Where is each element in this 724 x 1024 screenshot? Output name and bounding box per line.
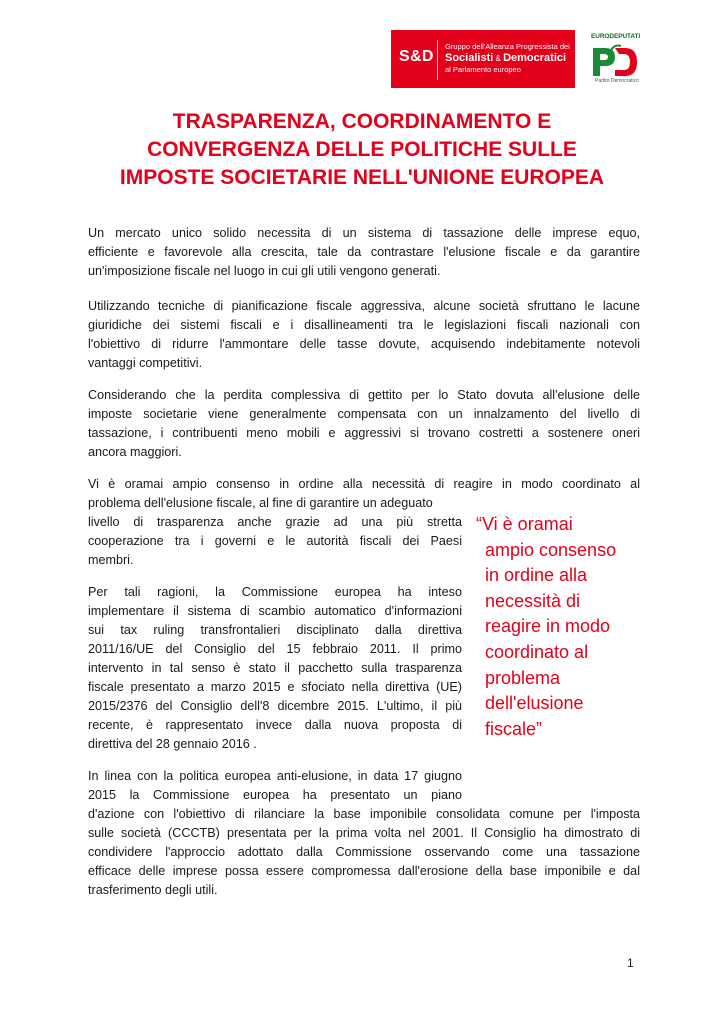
text-line: d'azione con l'obiettivo di rilanciare la base imponibile consolidata comune per l'imposta	[88, 807, 640, 821]
text-line: cooperazione tra i governi e le autorità fiscali dei Paesi	[88, 534, 462, 548]
quote-line: problema	[485, 667, 561, 688]
text-line: ancora maggiori.	[88, 445, 182, 459]
text-line: Utilizzando tecniche di pianificazione fiscale aggressiva, alcune società sfruttano le lacune	[88, 299, 640, 313]
text-line: fiscale presentato a marzo 2015 e sfociato nella direttiva (UE)	[88, 680, 462, 694]
sd-logo-democratici: Democratici	[503, 52, 567, 64]
title-line: CONVERGENZA DELLE POLITICHE SULLE	[147, 138, 577, 161]
page-number: 1	[627, 956, 634, 970]
text-line: Vi è oramai ampio consenso in ordine alla necessità di reagire in modo coordinato al	[88, 477, 640, 491]
text-line: tassazione, i contribuenti meno mobili e aggressivi si trovano costretti a sostenere oneri	[88, 426, 640, 440]
sd-logo-line3: al Parlamento europeo	[445, 65, 521, 74]
text-line: recente, è rappresentato invece dalla nuova proposta di	[88, 718, 462, 732]
pd-logo-top-text: EURODEPUTATI	[591, 33, 641, 40]
paragraph-4-first-line	[88, 475, 640, 494]
text-line: l'obiettivo di ridurre l'ammontare delle tasse dovute, acquisendo indebitamente notevoli	[88, 337, 640, 351]
text-line: trasferimento degli utili.	[88, 883, 218, 897]
text-line: 2015/2376 del Consiglio dell'8 dicembre 2015. L'ultimo, il più	[88, 699, 462, 713]
paragraph-6-opening	[88, 767, 462, 805]
text-line: condividere l'approccio adottato dalla Commissione osservando come una tassazione	[88, 845, 640, 859]
text-line: vantaggi competitivi.	[88, 356, 203, 370]
text-line: direttiva del 28 gennaio 2016 .	[88, 737, 257, 751]
text-line: Per tali ragioni, la Commissione europea ha inteso	[88, 585, 462, 599]
sd-logo-amp: &	[493, 54, 504, 63]
paragraph-1	[88, 224, 640, 281]
title-line: IMPOSTE SOCIETARIE NELL'UNIONE EUROPEA	[119, 166, 605, 189]
sd-logo-divider	[437, 40, 438, 80]
sd-logo-mark: S&D	[399, 48, 434, 65]
text-line: giuridiche dei sistemi fiscali e i disallineamenti tra le legislazioni fiscali nazionali con	[88, 318, 640, 332]
text-line: imposte societarie viene generalmente compensata con un innalzamento del livello di	[88, 407, 640, 421]
sd-group-logo	[391, 30, 575, 88]
text-line: sui tax ruling transfrontalieri disciplinato dalla direttiva	[88, 623, 462, 637]
text-line: intervento in tal senso è stato il pacchetto sulla trasparenza	[88, 661, 462, 675]
text-line: problema dell'elusione fiscale, al fine di garantire un adeguato	[88, 496, 433, 510]
text-line: 2015 la Commissione europea ha presentato un piano	[88, 788, 462, 802]
text-line: Considerando che la perdita complessiva di gettito per lo Stato dovuta all'elusione delle	[88, 388, 640, 402]
paragraph-5	[88, 583, 462, 754]
text-line: sulle società (CCCTB) presentata per la prima volta nel 2001. Il Consiglio ha dimostrato di	[88, 826, 640, 840]
text-line: efficace delle imprese possa essere compromessa dall'erosione della base imponibile e dal	[88, 864, 640, 878]
quote-line: dell'elusione	[485, 693, 584, 714]
text-line: livello di trasparenza anche grazie ad una più stretta	[88, 515, 462, 529]
sd-logo-text	[445, 42, 570, 75]
title-line: TRASPARENZA, COORDINAMENTO E	[172, 110, 552, 133]
text-line: membri.	[88, 553, 134, 567]
pd-logo-icon	[585, 40, 641, 80]
paragraph-6	[88, 805, 640, 900]
quote-line: in ordine alla	[485, 565, 588, 586]
paragraph-3	[88, 386, 640, 462]
quote-line: “Vi è oramai	[476, 514, 573, 534]
text-line: In linea con la politica europea anti-elusione, in data 17 giugno	[88, 769, 462, 783]
pd-logo-bottom-text: Partito Democratico	[595, 78, 639, 84]
paragraph-4	[88, 494, 462, 570]
paragraph-2	[88, 297, 640, 373]
pull-quote	[476, 512, 656, 742]
sd-logo-socialisti: Socialisti	[445, 52, 494, 64]
sd-logo-line2	[445, 52, 570, 65]
quote-line: necessità di	[485, 590, 581, 611]
quote-line: coordinato al	[485, 641, 589, 662]
text-line: un'imposizione fiscale nel luogo in cui gli utili vengono generati.	[88, 264, 441, 278]
text-line: 2011/16/UE del Consiglio del 15 febbraio 2011. Il primo	[88, 642, 462, 656]
text-line: efficiente e favorevole alla crescita, tale da contrastare l'elusione fiscale e da garantire	[88, 245, 640, 259]
document-title	[60, 108, 664, 192]
quote-line: fiscale”	[485, 718, 543, 739]
quote-line: reagire in modo	[485, 616, 611, 637]
quote-line: ampio consenso	[485, 539, 617, 560]
text-line: Un mercato unico solido necessita di un sistema di tassazione delle imprese equo,	[88, 226, 640, 240]
sd-logo-line1: Gruppo dell'Alleanza Progressista dei	[445, 42, 570, 51]
text-line: implementare il sistema di scambio automatico d'informazioni	[88, 604, 462, 618]
pd-logo	[585, 32, 641, 90]
